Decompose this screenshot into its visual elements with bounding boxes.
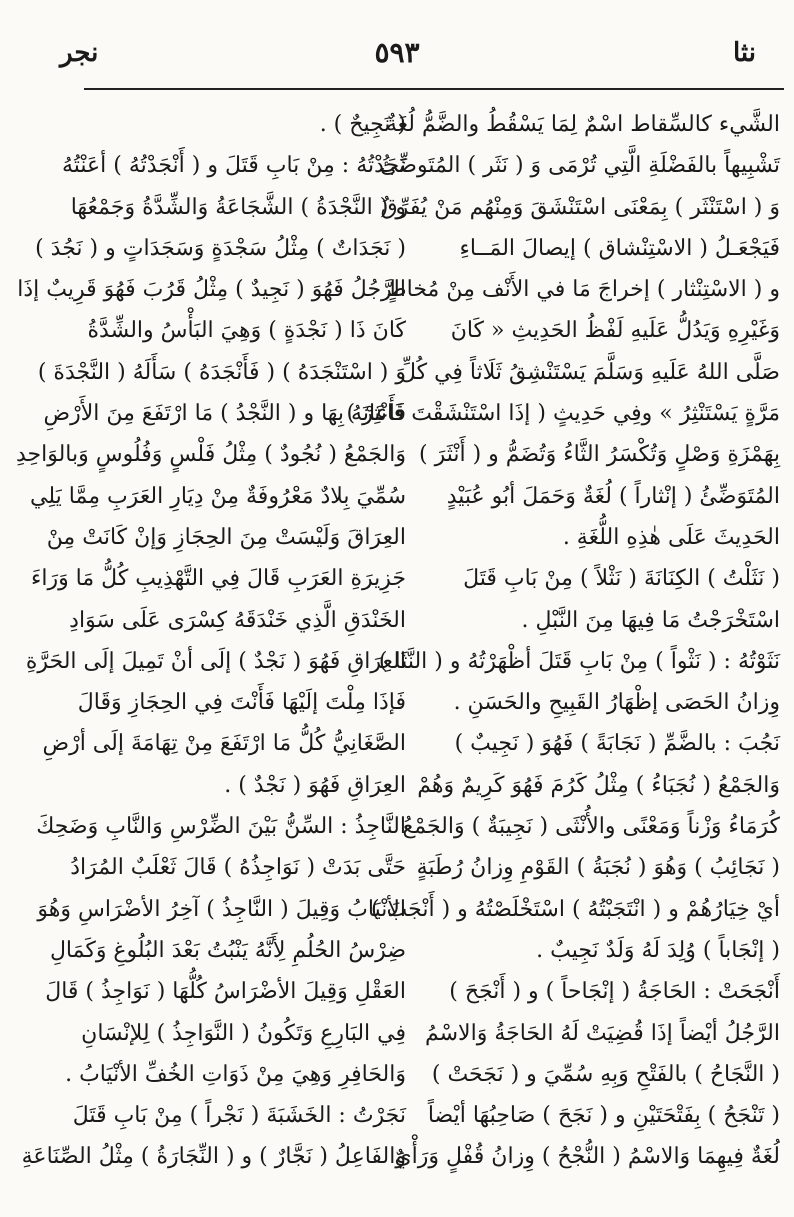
text-line: المُتَوَضِّئُ ( إنْثاراً ) لُغَةٌ وَحَمَلَ أبُو عُبَيْدٍ: [446, 483, 780, 509]
text-line: وَغَيْرِهِ وَيَدُلُّ عَلَيهِ لَفْظُ الحَدِيثِ « كَانَ: [450, 318, 780, 344]
left-column: [15, 104, 406, 1178]
text-line: اسْتَخْرَجْتُ مَا فِيهَا مِنَ النَّبْلِ .: [521, 607, 780, 633]
text-line: وَ ( اسْتَنْجَدَهُ ) ( فَأَنْجَدَهُ ) سَأَلَهُ ( النَّجْدَةَ ): [37, 359, 406, 385]
text-line: أَنْجَحَتْ : الحَاجَةُ ( إنْجَاحاً ) و ( أَنْجَحَ ): [449, 979, 780, 1005]
text-line: تَشْبِيهاً بالفَضْلَةِ الَّتِي تُرْمَى وَ ( نَثَر ) المُتَوضِّئُ: [379, 153, 780, 179]
text-line: كَانَ ذَا ( نَجْدَةٍ ) وَهِيَ البَأْسُ والشِّدَّةُ: [87, 318, 406, 344]
text-line: لُغَةٌ فِيهِمَا وَالاسْمُ ( النُّجْحُ ) وِزانُ قُفْلٍ وَرَأْيٌ: [394, 1144, 780, 1170]
text-line: ( نَجَدَاتٌ ) مِثْلُ سَجْدَةٍ وَسَجَدَاتٍ و ( نَجُدَ ): [35, 235, 406, 261]
text-line: صَلَّى اللهُ عَلَيهِ وَسَلَّمَ يَسْتَنْشِقُ ثَلَاثاً فِي كُلِّ: [399, 359, 780, 385]
text-line: ( نَجَائِبُ ) وَهُوَ ( نُجَبَةُ ) القَوْمِ وِزانُ رُطَبَةٍ: [416, 855, 780, 881]
text-line: الحَدِيثَ عَلَى هٰذِهِ اللُّغَةِ .: [562, 524, 780, 550]
text-line: النَّاجِذُ : السِّنُّ بَيْنَ الضِّرْسِ وَالنَّابِ وَضَحِكَ: [36, 814, 406, 840]
text-line: حَتَّى بَدَتْ ( نَوَاجِذُهُ ) قَالَ ثَعْلَبٌ المُرَادُ: [70, 855, 406, 881]
text-line: الرَّجُلُ فَهُوَ ( نَجِيدٌ ) مِثْلُ قَرُبَ فَهُوَ قَرِيبٌ إذَا: [17, 277, 406, 303]
text-line: وَ ( اسْتَنْثَر ) بِمَعْنَى اسْتَنْشَقَ وَمِنْهُم مَنْ يُفَرِّقُ: [380, 194, 780, 220]
text-line: الخَنْدَقِ الَّذِي خَنْدَقَهُ كِسْرَى عَلَى سَوَادِ: [69, 607, 406, 633]
text-line: وِزانُ الحَصَى إظْهَارُ القَبِيحِ والحَسَنِ .: [453, 690, 780, 716]
text-line: ( نَجِيحٌ ) .: [319, 112, 406, 137]
text-line: بِهَمْزَةِ وَصْلٍ وَتُكْسَرُ الثَّاءُ وَتُضَمُّ و ( أَنْثَرَ ): [419, 442, 780, 468]
header-rule: [84, 88, 784, 90]
header-left-word: نجر: [60, 38, 99, 68]
text-line: نَجَدْتُهُ : مِنْ بَابِ قَتَلَ و ( أَنْجَدْتُهُ ) أعَنْتُهُ: [61, 153, 406, 179]
text-line: فَأَعَانَهُ بِهَا و ( النَّجْدُ ) مَا ارْتَفَعَ مِنَ الأَرْضِ: [43, 401, 406, 427]
text-line: ضِرْسُ الحُلُمِ لِأَنَّهُ يَنْبُتُ بَعْدَ البُلُوغِ وَكَمَالِ: [49, 937, 406, 963]
text-line: العِرَاقِ فَهُوَ ( نَجْدٌ ) إلَى أنْ تَمِيلَ إلَى الحَرَّةِ: [25, 648, 406, 674]
text-line: ( النَّجَاحُ ) بالفَتْحِ وَبِهِ سُمِّيَ و ( نَجَحَتْ ): [431, 1061, 780, 1087]
text-line: نَجُبَ : بالضَّمِّ ( نَجَابَةً ) فَهُوَ ( نَجِيبٌ ): [454, 731, 780, 757]
text-line: وَالفَاعِلُ ( نَجَّارٌ ) و ( النِّجَارَةُ ) مِثْلُ الصِّنَاعَةِ: [21, 1144, 406, 1170]
text-line: وَالجَمْعُ ( نُجُودٌ ) مِثْلُ فَلْسٍ وَفُلُوسٍ وَبالوَاحِدِ: [15, 442, 406, 468]
text-line: فَإذَا مِلْتَ إلَيْهَا فَأَنْتَ فِي الحِجَازِ وَقَالَ: [77, 690, 406, 716]
text-line: أيْ خِيَارُهُمْ و ( انْتَجَبْتُهُ ) اسْتَخْلَصْتُهُ و ( أَنْجَبَ ): [370, 896, 780, 922]
text-line: وَالحَافِرِ وَهِيَ مِنْ ذَوَاتِ الخُفِّ الأنْيَابُ .: [65, 1061, 406, 1087]
text-line: ( نَثَلْتُ ) الكِنَانَةَ ( نَثْلاً ) مِنْ بَابِ قَتَلَ: [463, 566, 780, 592]
text-line: الرَّجُلُ أيْضاً إذَا قُضِيَتْ لَهُ الحَاجَةُ وَالاسْمُ: [424, 1020, 780, 1046]
text-line: و ( الاسْتِنْثار ) إخراجَ مَا في الأَنْف مِنْ مُخاطٍ: [386, 277, 780, 303]
text-line: العَقْلِ وَقِيلَ الأضْرَاسُ كُلُّهَا ( نَوَاجِذُ ) قَالَ: [45, 979, 406, 1005]
text-line: جَزِيرَةِ العَرَبِ قَالَ فِي التَّهْذِيبِ كُلُّ مَا وَرَاءَ: [30, 566, 406, 592]
text-line: العِرَاقَ وَلَيْسَتْ مِنَ الحِجَازِ وَإنْ كَانَتْ مِنْ: [46, 524, 406, 550]
text-line: سُمِّيَ بِلادٌ مَعْرُوفَةٌ مِنْ دِيَارِ العَرَبِ مِمَّا يَلِي: [30, 483, 406, 509]
text-line: العِرَاقِ فَهُوَ ( نَجْدٌ ) .: [224, 772, 406, 798]
text-line: الشَّيء كالسِّقاط اسْمٌ لِمَا يَسْقُطُ والضَّمُّ لُغَةٌ: [385, 112, 780, 137]
text-line: وَالجَمْعُ ( نُجَبَاءُ ) مِثْلُ كَرُمَ فَهُوَ كَرِيمٌ وَهُمْ: [417, 772, 780, 798]
text-line: نَجَرْتُ : الخَشَبَةَ ( نَجْراً ) مِنْ بَابِ قَتَلَ: [72, 1103, 406, 1129]
text-line: نَثَوْتُهُ : ( نَثْواً ) مِنْ بَابِ قَتَلَ أظْهَرْتُهُ و ( النَّثَا ): [378, 648, 780, 674]
text-line: فَيَجْعَـلُ ( الاسْتِنْشاق ) إيصالَ المَــاءِ: [459, 235, 780, 261]
text-line: فِي البَارِعِ وَتَكُونُ ( النَّوَاجِذُ ) لِلإنْسَانِ: [81, 1020, 406, 1046]
header-right-word: نثا: [732, 38, 756, 68]
page-number: ٥٩٣: [374, 36, 420, 69]
text-line: مَرَّةٍ يَسْتَنْثِرُ » وفِي حَدِيثٍ ( إذَا اسْتَنْشَقْتَ فَانْثِرْ ): [346, 401, 780, 427]
text-line: و ( النَّجْدَةُ ) الشَّجَاعَةُ وَالشِّدَّةُ وَجَمْعُهَا: [70, 194, 406, 220]
text-line: كُرَمَاءُ وَزْناً وَمَعْنًى والأُنْثَى ( نَجِيبَةٌ ) وَالجَمْعُ: [402, 814, 780, 840]
text-line: ( تَنْجَحُ ) بِفَتْحَتَيْنِ و ( نَجَحَ ) صَاحِبُهَا أيْضاً: [427, 1103, 780, 1129]
text-line: الصَّغَانِيُّ كُلُّ مَا ارْتَفَعَ مِنْ تِهَامَةَ إلَى أرْضِ: [42, 731, 406, 757]
text-line: ( إنْجَاباً ) وُلِدَ لَهُ وَلَدٌ نَجِيبٌ .: [536, 937, 780, 963]
text-line: الأنْيَابُ وَقِيلَ ( النَّاجِذُ ) آخِرُ الأضْرَاسِ وَهُوَ: [37, 896, 406, 922]
